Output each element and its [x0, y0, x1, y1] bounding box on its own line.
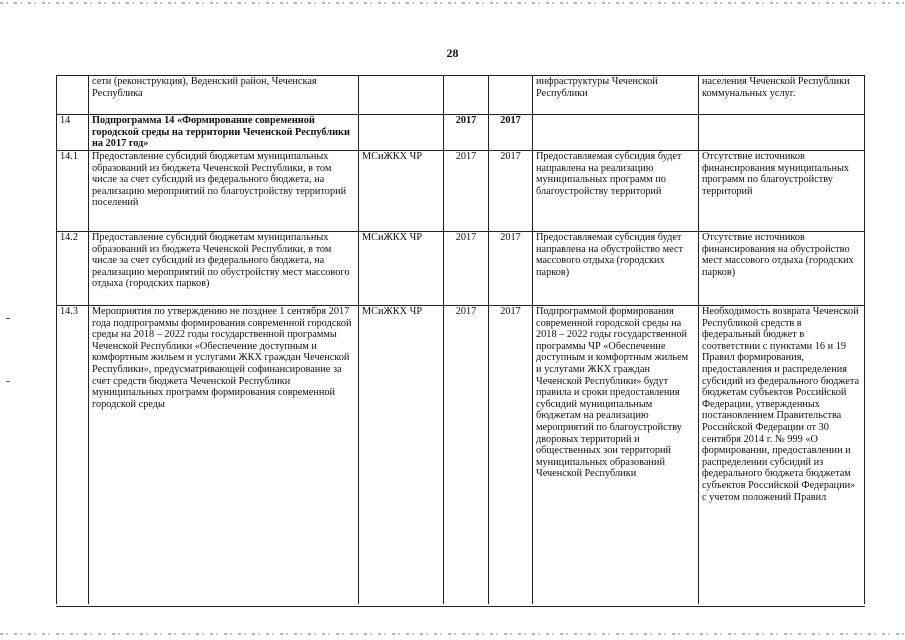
row-number: 14.3: [57, 306, 89, 607]
executor-cell: [359, 76, 444, 115]
end-year-cell: 2017: [489, 306, 533, 607]
end-year-cell: [489, 76, 533, 115]
consequences-cell: населения Чеченской Республики коммунальных услуг.: [699, 76, 865, 115]
result-cell: инфраструктуры Чеченской Республики: [533, 76, 699, 115]
measure-cell: Мероприятия по утверждению не позднее 1 сентября 2017 года подпрограммы формирования современной городской среды на 2018 – 2022 годы государственной программы Чеченской Республики «Обеспечение доступным и комфортным жильем и услугами ЖКХ граждан Чеченской Республики», предусматривающей софинансирование за счет средств бюджета Чеченской Республики муниципальных программ формирования современной городской среды: [89, 306, 359, 607]
table-row: [57, 232, 865, 306]
end-year-cell: 2017: [489, 232, 533, 306]
result-cell: Подпрограммой формирования современной городской среды на 2018 – 2022 годы государственной программы ЧР «Обеспечение доступным и комфортным жильем и услугами ЖКХ граждан Чеченской Республики» будут правила и сроки предоставления субсидий муниципальным бюджетам на реализацию мероприятий по благоустройству дворовых территорий и общественных зон территорий муниципальных образований Чеченской Республики: [533, 306, 699, 607]
measure-cell: Предоставление субсидий бюджетам муниципальных образований из бюджета Чеченской Республики, в том числе за счет субсидий из федерального бюджета, на реализацию мероприятий по обустройству мест массового отдыха (городских парков): [89, 232, 359, 306]
result-cell: Предоставляемая субсидия будет направлена на реализацию муниципальных программ по благоустройству территорий: [533, 151, 699, 232]
consequences-cell: Отсутствие источников финансирования муниципальных программ по благоустройству территорий: [699, 151, 865, 232]
start-year-cell: 2017: [444, 306, 489, 607]
executor-cell: МСиЖКХ ЧР: [359, 151, 444, 232]
end-year-cell: 2017: [489, 115, 533, 151]
scan-artifact-top: [0, 2, 905, 4]
start-year-cell: 2017: [444, 232, 489, 306]
measure-cell: сети (реконструкция), Веденский район, Чеченская Республика: [89, 76, 359, 115]
consequences-cell: Необходимость возврата Чеченской Республикой средств в федеральный бюджет в соответствии с пунктами 16 и 19 Правил формирования, предоставления и распределения субсидий из федерального бюджета бюджетам субъектов Российской Федерации, утвержденных постановлением Правительства Российской Федерации от 30 сентября 2014 г. № 999 «О формировании, предоставлении и распределении субсидий из федерального бюджета бюджетам субъектов Российской Федерации» с учетом положений Правил: [699, 306, 865, 607]
result-cell: Предоставляемая субсидия будет направлена на обустройство мест массового отдыха (городских парков): [533, 232, 699, 306]
row-number: [57, 76, 89, 115]
row-number: 14.1: [57, 151, 89, 232]
table-row: [57, 76, 865, 115]
row-number: 14: [57, 115, 89, 151]
margin-mark: [6, 318, 10, 319]
margin-mark: [6, 381, 10, 382]
table-row: [57, 151, 865, 232]
row-number: 14.2: [57, 232, 89, 306]
end-year-cell: 2017: [489, 151, 533, 232]
start-year-cell: 2017: [444, 151, 489, 232]
measures-table: [56, 75, 865, 607]
page-number: 28: [446, 46, 459, 60]
start-year-cell: 2017: [444, 115, 489, 151]
table-row: [57, 306, 865, 607]
result-cell: [533, 115, 699, 151]
executor-cell: МСиЖКХ ЧР: [359, 232, 444, 306]
scan-artifact-bottom: [0, 633, 905, 635]
measure-cell: Подпрограмма 14 «Формирование современной городской среды на территории Чеченской Республики на 2017 год»: [89, 115, 359, 151]
executor-cell: МСиЖКХ ЧР: [359, 306, 444, 607]
consequences-cell: Отсутствие источников финансирования на обустройство мест массового отдыха (городских парков): [699, 232, 865, 306]
start-year-cell: [444, 76, 489, 115]
measure-cell: Предоставление субсидий бюджетам муниципальных образований из бюджета Чеченской Республики, в том числе за счет субсидий из федерального бюджета, на реализацию мероприятий по благоустройству территорий поселений: [89, 151, 359, 232]
executor-cell: [359, 115, 444, 151]
consequences-cell: [699, 115, 865, 151]
table-bottom-border: [56, 606, 865, 607]
table-row: [57, 115, 865, 151]
